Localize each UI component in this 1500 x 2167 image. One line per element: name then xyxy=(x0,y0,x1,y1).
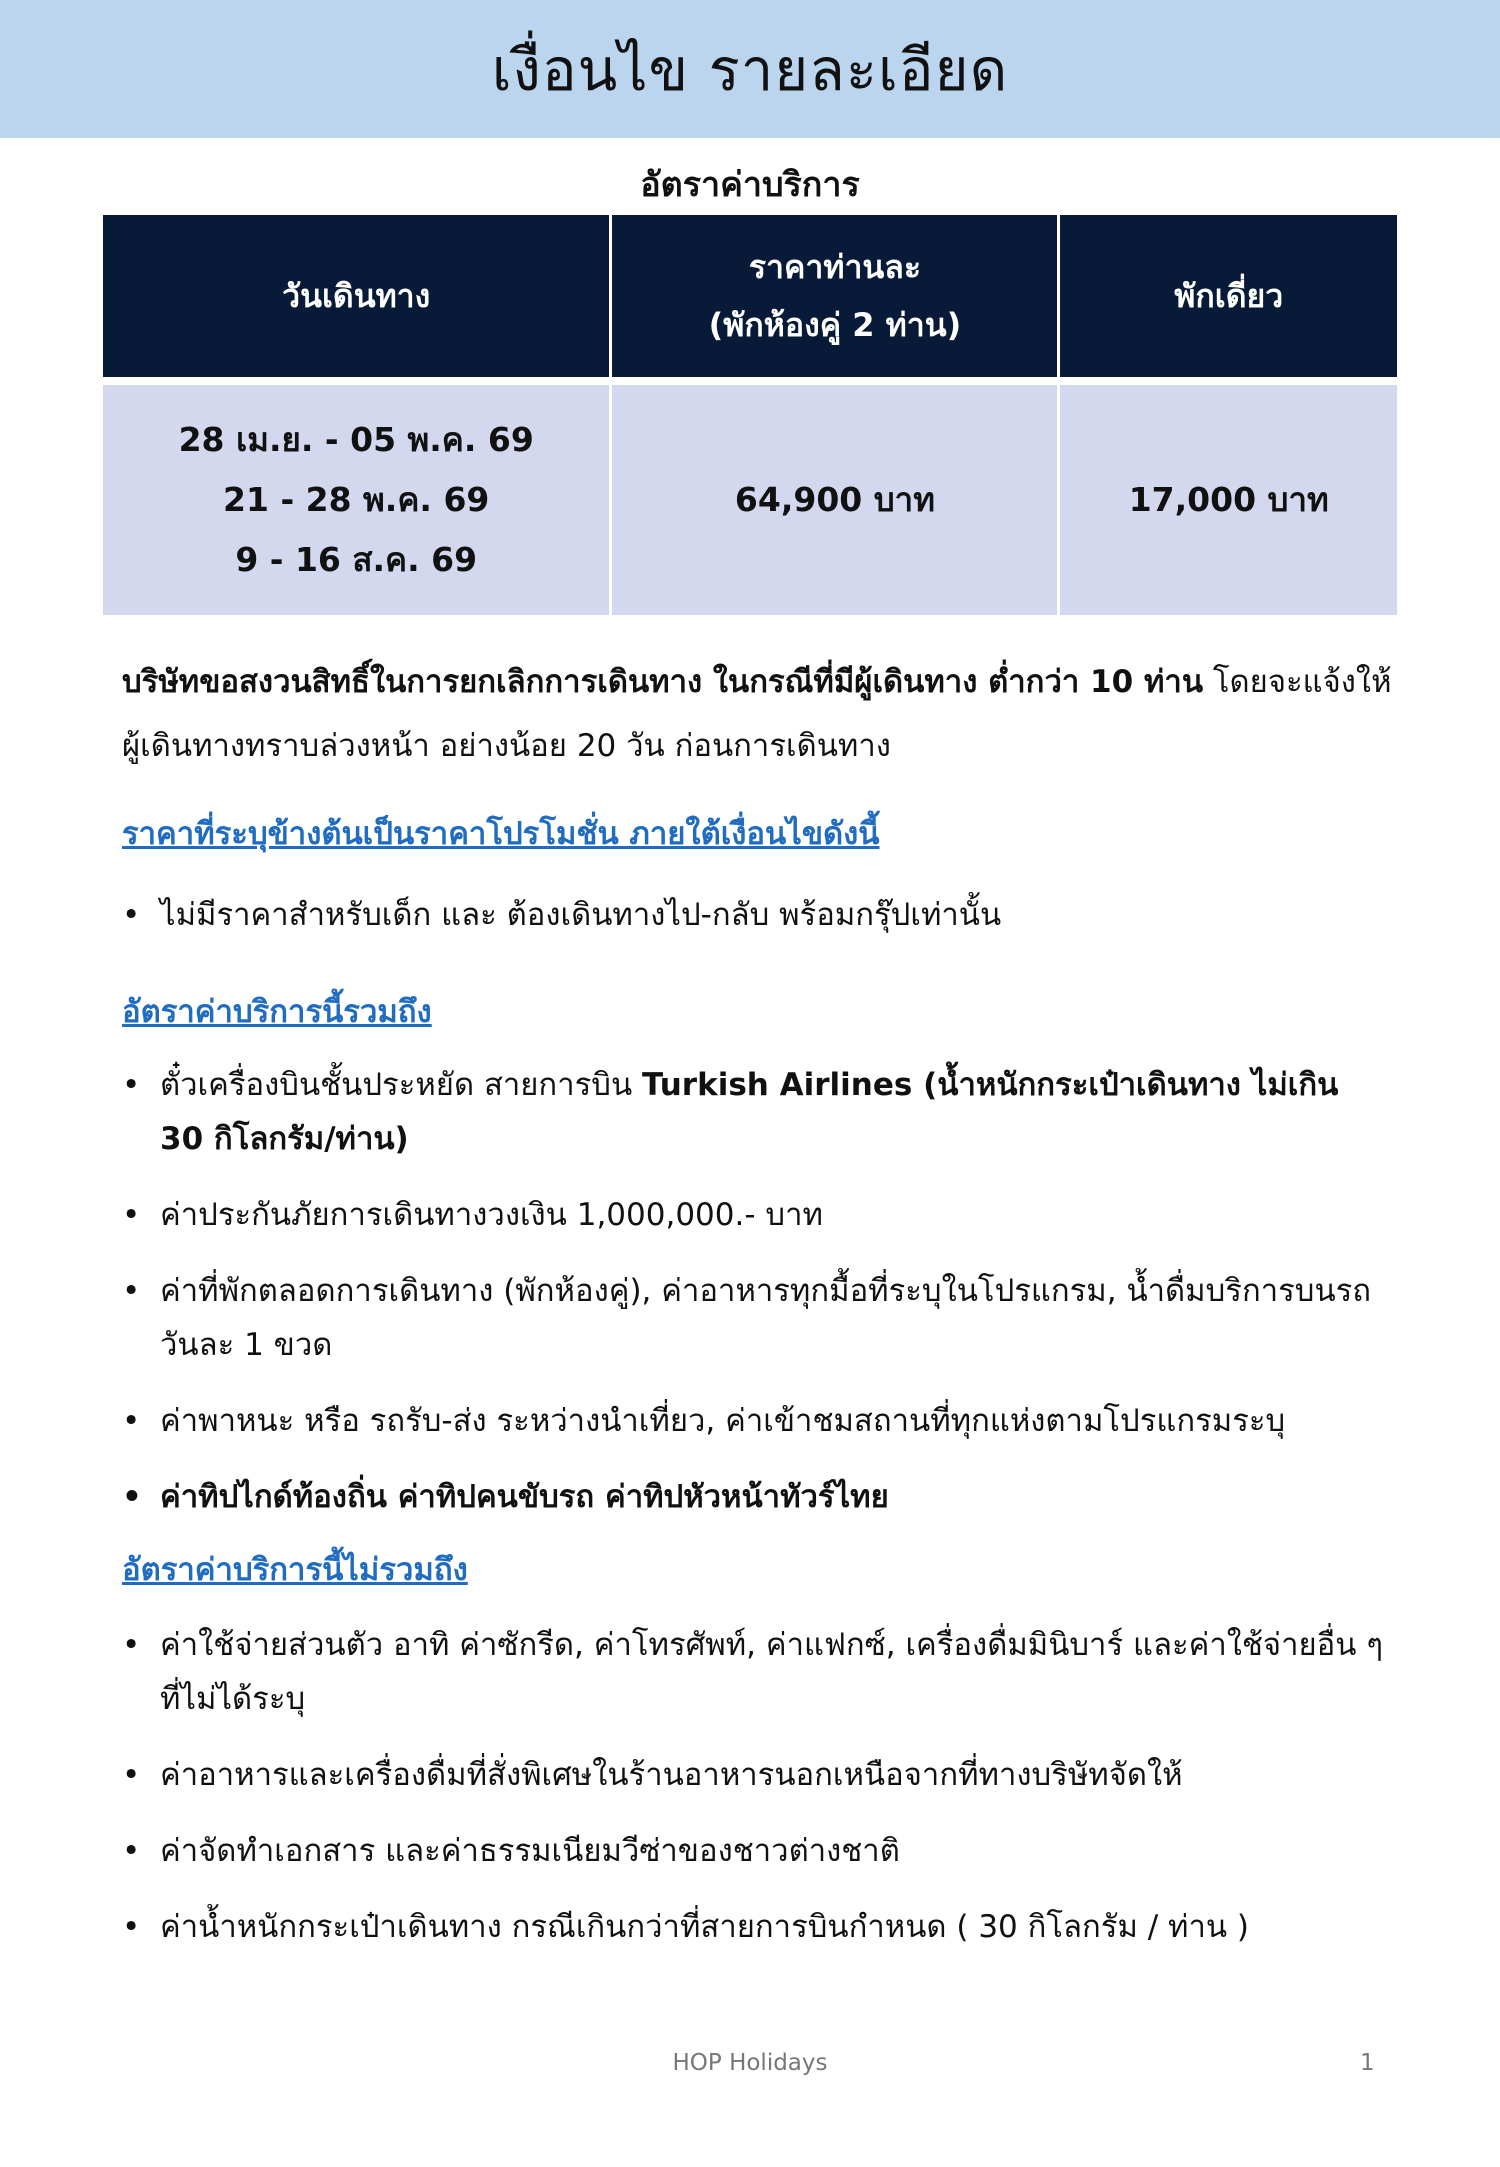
bullet-icon: • xyxy=(122,1403,141,1439)
page-title: เงื่อนไข รายละเอียด xyxy=(491,35,1009,104)
bullet-icon: • xyxy=(122,1833,141,1869)
header-single: พักเดี่ยว xyxy=(1059,215,1397,381)
included-heading: อัตราค่าบริการนี้รวมถึง xyxy=(122,994,432,1030)
bullet-icon: • xyxy=(122,1067,141,1103)
promo-list xyxy=(122,888,1392,942)
date-range-3: 9 - 16 ส.ค. 69 xyxy=(235,540,478,579)
conditions-content xyxy=(122,650,1392,1954)
header-price-line2: (พักห้องคู่ 2 ท่าน) xyxy=(708,306,962,344)
rate-table xyxy=(103,215,1397,615)
header-date: วันเดินทาง xyxy=(103,215,611,381)
list-item: • ค่าใช้จ่ายส่วนตัว อาทิ ค่าซักรีด, ค่าโทรศัพท์, ค่าแฟกซ์, เครื่องดื่มมินิบาร์ และค่าใช้จ่ายอื่น ๆ ที่ไม่ได้ระบุ xyxy=(122,1618,1392,1726)
bullet-icon: • xyxy=(122,1273,141,1309)
cell-dates xyxy=(103,381,611,615)
date-range-1: 28 เม.ย. - 05 พ.ค. 69 xyxy=(178,420,534,459)
rate-table-title: อัตราค่าบริการ xyxy=(640,165,860,205)
excluded-heading: อัตราค่าบริการนี้ไม่รวมถึง xyxy=(122,1552,468,1588)
notice-bold: บริษัทขอสงวนสิทธิ์ในการยกเลิกการเดินทาง ในกรณีที่มีผู้เดินทาง ต่ำกว่า 10 ท่าน xyxy=(122,664,1204,700)
cancellation-notice xyxy=(122,650,1392,778)
bullet-icon: • xyxy=(122,1479,142,1515)
bullet-icon: • xyxy=(122,1909,141,1945)
list-item: • ไม่มีราคาสำหรับเด็ก และ ต้องเดินทางไป-กลับ พร้อมกรุ๊ปเท่านั้น xyxy=(122,888,1392,942)
list-item: • ค่าอาหารและเครื่องดื่มที่สั่งพิเศษในร้านอาหารนอกเหนือจากที่ทางบริษัทจัดให้ xyxy=(122,1748,1392,1802)
bullet-icon: • xyxy=(122,897,141,933)
promo-heading: ราคาที่ระบุข้างต้นเป็นราคาโปรโมชั่น ภายใต้เงื่อนไขดังนี้ xyxy=(122,816,880,852)
cell-single: 17,000 บาท xyxy=(1059,381,1397,615)
table-row xyxy=(103,381,1397,615)
bullet-icon: • xyxy=(122,1197,141,1233)
footer-brand: HOP Holidays xyxy=(672,2050,828,2076)
list-item: • ค่าประกันภัยการเดินทางวงเงิน 1,000,000.- บาท xyxy=(122,1188,1392,1242)
list-item: • ค่าที่พักตลอดการเดินทาง (พักห้องคู่), ค่าอาหารทุกมื้อที่ระบุในโปรแกรม, น้ำดื่มบริการบนรถ วันละ 1 ขวด xyxy=(122,1264,1392,1372)
bullet-icon: • xyxy=(122,1627,141,1663)
list-item: • ค่าน้ำหนักกระเป๋าเดินทาง กรณีเกินกว่าที่สายการบินกำหนด ( 30 กิโลกรัม / ท่าน ) xyxy=(122,1900,1392,1954)
list-item: • ตั๋วเครื่องบินชั้นประหยัด สายการบิน Turkish Airlines (น้ำหนักกระเป๋าเดินทาง ไม่เกิน 30 กิโลกรัม/ท่าน) xyxy=(122,1058,1392,1166)
excluded-list xyxy=(122,1618,1392,1954)
header-price xyxy=(611,215,1059,381)
notice-rest: โดยจะแจ้งให้ผู้เดินทางทราบล่วงหน้า อย่างน้อย 20 วัน ก่อนการเดินทาง xyxy=(122,664,1392,764)
bullet-icon: • xyxy=(122,1757,141,1793)
list-item: • ค่าพาหนะ หรือ รถรับ-ส่ง ระหว่างนำเที่ยว, ค่าเข้าชมสถานที่ทุกแห่งตามโปรแกรมระบุ xyxy=(122,1394,1392,1448)
header-band xyxy=(0,0,1500,138)
rate-table-header-row xyxy=(103,215,1397,381)
page-number: 1 xyxy=(1360,2050,1375,2076)
cell-price: 64,900 บาท xyxy=(611,381,1059,615)
list-item: • ค่าทิปไกด์ท้องถิ่น ค่าทิปคนขับรถ ค่าทิปหัวหน้าทัวร์ไทย xyxy=(122,1470,1392,1524)
date-range-2: 21 - 28 พ.ค. 69 xyxy=(223,480,490,519)
header-price-line1: ราคาท่านละ xyxy=(748,248,922,286)
included-list xyxy=(122,1058,1392,1524)
list-item: • ค่าจัดทำเอกสาร และค่าธรรมเนียมวีซ่าของชาวต่างชาติ xyxy=(122,1824,1392,1878)
